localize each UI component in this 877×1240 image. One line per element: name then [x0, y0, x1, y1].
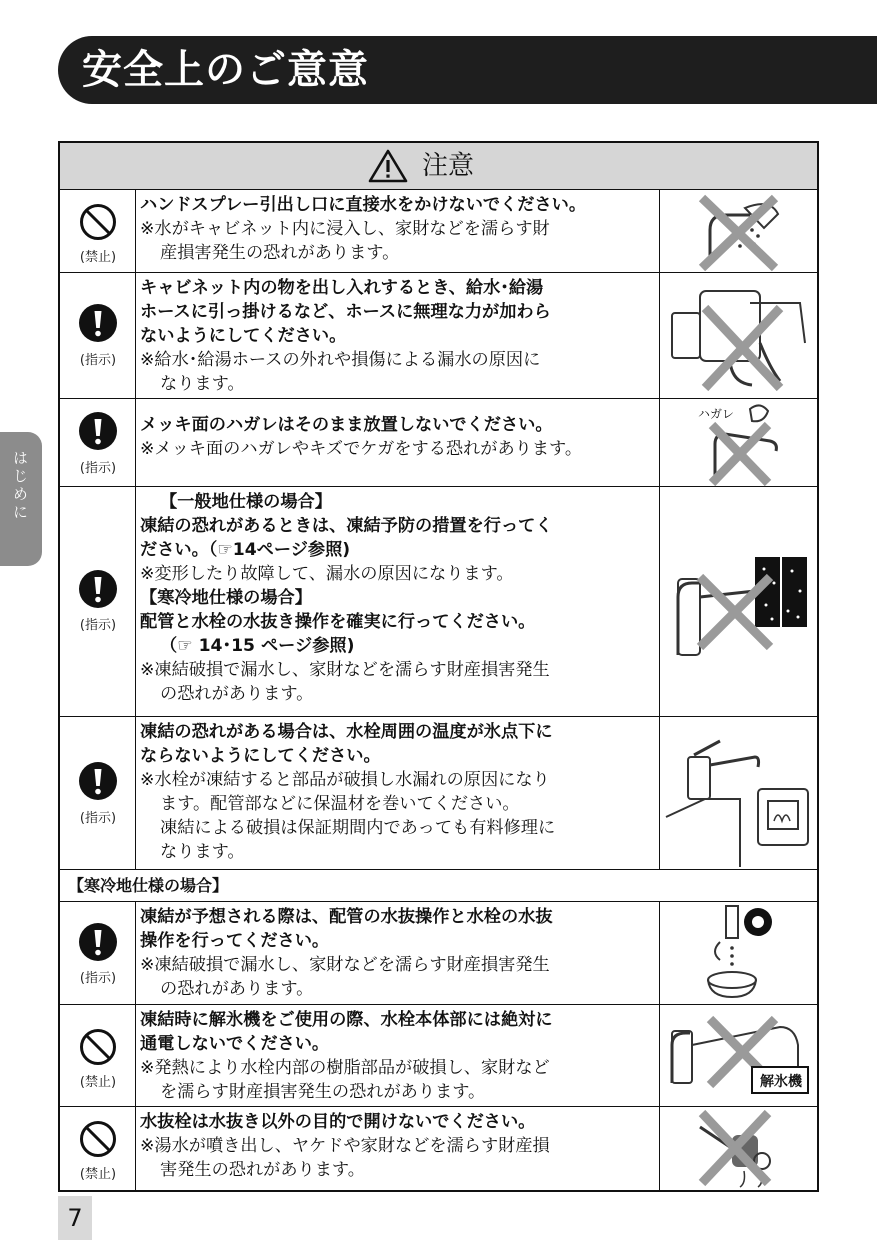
caution-row — [60, 902, 817, 1005]
caution-note: ※水がキャビネット内に浸入し、家財などを濡らす財 — [140, 219, 550, 239]
caution-note: ます。配管部などに保温材を巻いてください。 — [160, 794, 520, 814]
instruction-icon — [78, 922, 118, 962]
caution-note: の恐れがあります。 — [160, 979, 314, 999]
caution-note: なります。 — [160, 374, 245, 394]
cabinet-hose-illustration — [660, 273, 817, 399]
caution-row — [60, 1005, 817, 1107]
prohibited-icon — [78, 1119, 118, 1159]
caution-note: 凍結による破損は保証期間内であっても有料修理に — [160, 818, 556, 838]
caution-heading: ないようにしてください。 — [140, 326, 347, 346]
caution-heading: 水抜栓は水抜き以外の目的で開けないでください。 — [140, 1112, 536, 1132]
symbol-label: (指示) — [79, 811, 117, 826]
symbol-label: (禁止) — [79, 1075, 117, 1090]
illustration-cell — [660, 1107, 817, 1190]
drain-plug-illustration — [660, 1107, 817, 1190]
symbol-label: (禁止) — [79, 1167, 117, 1182]
illustration-cell — [660, 487, 817, 716]
symbol-cell — [60, 487, 136, 716]
caution-note: の恐れがあります。 — [160, 684, 314, 704]
symbol-cell — [60, 1107, 136, 1190]
illustration-cell — [660, 399, 817, 486]
caution-heading: 凍結の恐れがあるときは、凍結予防の措置を行ってく — [140, 516, 553, 536]
caution-table — [58, 141, 819, 1192]
caution-note: ※発熱により水栓内部の樹脂部品が破損し、家財など — [140, 1058, 550, 1078]
caution-note: ※凍結破損で漏水し、家財などを濡らす財産損害発生 — [140, 955, 550, 975]
caution-row — [60, 717, 817, 870]
caution-note: ※メッキ面のハガレやキズでケガをする恐れがあります。 — [140, 439, 583, 459]
caution-note: ※水栓が凍結すると部品が破損し水漏れの原因になり — [140, 770, 550, 790]
freezing-window-illustration — [660, 487, 817, 717]
thawing-machine-label: 解氷機 — [760, 1074, 802, 1090]
caution-row — [60, 273, 817, 399]
section-tag: 【寒冷地仕様の場合】 — [140, 588, 312, 608]
caution-row — [60, 399, 817, 487]
caution-heading: 凍結の恐れがある場合は、水栓周囲の温度が氷点下に — [140, 722, 553, 742]
caution-heading: 通電しないでください。 — [140, 1034, 330, 1054]
page-number: 7 — [67, 1204, 83, 1232]
caution-row — [60, 1107, 817, 1190]
prohibited-icon — [78, 1027, 118, 1067]
hand-spray-illustration — [660, 190, 817, 273]
caution-heading: キャビネット内の物を出し入れするとき、給水･給湯 — [140, 278, 544, 298]
symbol-label: (禁止) — [79, 250, 117, 265]
caution-note: 産損害発生の恐れがあります。 — [160, 243, 400, 263]
instruction-icon — [78, 303, 118, 343]
caution-text — [136, 902, 660, 1004]
instruction-icon — [78, 761, 118, 801]
section-label: 【寒冷地仕様の場合】 — [68, 876, 229, 895]
illustration-cell — [660, 190, 817, 272]
section-tag: 【一般地仕様の場合】 — [160, 492, 332, 512]
caution-note: を濡らす財産損害発生の恐れがあります。 — [160, 1082, 486, 1102]
caution-heading: 凍結時に解氷機をご使用の際、水栓本体部には絶対に — [140, 1010, 553, 1030]
caution-text — [136, 717, 660, 869]
table-header — [60, 143, 817, 190]
symbol-cell — [60, 190, 136, 272]
instruction-icon — [78, 569, 118, 609]
section-label-row — [60, 870, 817, 902]
caution-heading: ださい。（☞14ページ参照) — [140, 540, 351, 560]
symbol-label: (指示) — [79, 353, 117, 368]
symbol-label: (指示) — [79, 461, 117, 476]
caution-heading: ならないようにしてください。 — [140, 746, 381, 766]
symbol-cell — [60, 717, 136, 869]
drain-valve-illustration — [660, 902, 817, 1005]
caution-note: なります。 — [160, 842, 245, 862]
page-title: 安全上のご意意 — [82, 47, 369, 93]
caution-heading: ホースに引っ掛けるなど、ホースに無理な力が加わら — [140, 302, 551, 322]
caution-row — [60, 487, 817, 717]
caution-text — [136, 273, 660, 398]
prohibited-icon — [78, 202, 118, 242]
symbol-cell — [60, 1005, 136, 1106]
heater-faucet-illustration — [660, 717, 817, 870]
warning-triangle-icon — [368, 149, 408, 183]
illustration-cell — [660, 273, 817, 398]
symbol-label: (指示) — [79, 971, 117, 986]
caution-text — [136, 487, 660, 716]
symbol-cell — [60, 273, 136, 398]
caution-row — [60, 190, 817, 273]
illustration-cell — [660, 1005, 817, 1106]
caution-text — [136, 399, 660, 486]
side-tab-label: はじめに — [11, 450, 29, 522]
caution-note: ※湯水が噴き出し、ヤケドや家財などを濡らす財産損 — [140, 1136, 550, 1156]
caution-heading: 凍結が予想される際は、配管の水抜操作と水栓の水抜 — [140, 907, 553, 927]
symbol-cell — [60, 399, 136, 486]
thawing-machine-illustration — [660, 1005, 817, 1107]
plating-peel-illustration — [660, 399, 817, 487]
caution-heading: 操作を行ってください。 — [140, 931, 330, 951]
caution-note: 害発生の恐れがあります。 — [160, 1160, 365, 1180]
caution-note: ※凍結破損で漏水し、家財などを濡らす財産損害発生 — [140, 660, 550, 680]
illustration-cell — [660, 902, 817, 1004]
caution-heading: メッキ面のハガレはそのまま放置しないでください。 — [140, 415, 553, 435]
symbol-cell — [60, 902, 136, 1004]
caution-heading: 配管と水栓の水抜き操作を確実に行ってください。 — [140, 612, 536, 632]
caution-heading: （☞ 14･15 ページ参照) — [160, 636, 355, 656]
table-header-label: 注意 — [422, 151, 475, 181]
instruction-icon — [78, 411, 118, 451]
caution-text — [136, 190, 660, 272]
illustration-caption: ハガレ — [698, 407, 735, 421]
caution-text — [136, 1005, 660, 1106]
illustration-cell — [660, 717, 817, 869]
caution-text — [136, 1107, 660, 1190]
caution-note: ※給水･給湯ホースの外れや損傷による漏水の原因に — [140, 350, 541, 370]
caution-note: ※変形したり故障して、漏水の原因になります。 — [140, 564, 514, 584]
symbol-label: (指示) — [79, 618, 117, 633]
caution-heading: ハンドスプレー引出し口に直接水をかけないでください。 — [140, 195, 587, 215]
